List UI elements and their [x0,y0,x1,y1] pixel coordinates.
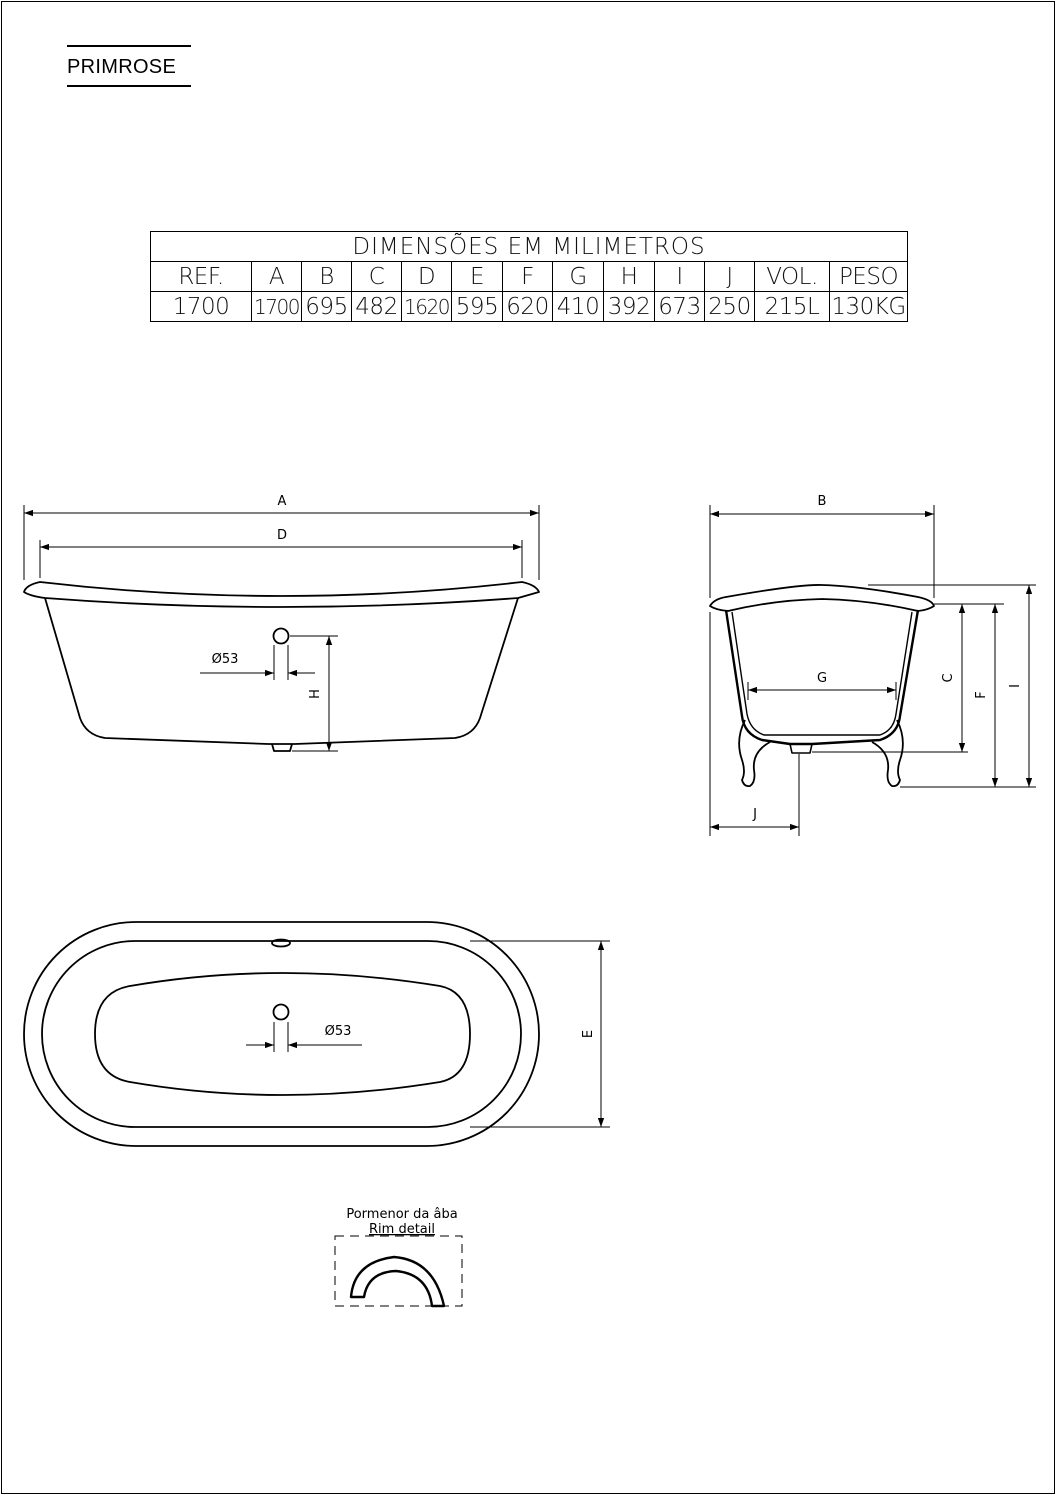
top-view-outer-rim [24,922,539,1146]
dimension-label-i: I [1008,684,1023,688]
top-view-basin [95,973,470,1095]
table-header-cell: B [302,262,352,292]
table-cell: 215L [755,292,830,322]
dimension-label-e: E [581,1029,596,1039]
table-cell: 620 [503,292,553,322]
top-view-dimensions [246,941,610,1127]
front-drain-label: Ø53 [211,652,239,667]
dimension-label-g: G [816,671,828,686]
table-header-cell: PESO [830,262,908,292]
dimension-label-c: C [941,673,956,683]
table-header-cell: A [252,262,302,292]
table-cell: 250 [705,292,755,322]
rim-detail-label-pt: Pormenor da âba [346,1207,458,1222]
front-view-body [45,598,518,744]
front-overflow-circle [274,629,289,644]
rim-detail-section [351,1257,444,1306]
side-view-dimensions [710,505,1036,836]
side-view-right-foot [872,720,903,786]
dimension-label-j: J [753,807,757,822]
dimension-label-a: A [277,494,287,509]
table-cell: 1700 [151,292,252,322]
table-cell: 392 [604,292,655,322]
table-cell: 130KG [831,293,906,320]
table-header-cell: E [452,262,503,292]
table-cell: 1620 [402,292,452,322]
table-caption: DIMENSÕES EM MILIMETROS [151,232,908,262]
product-title: PRIMROSE [67,56,177,78]
dimension-label-d: D [276,528,288,543]
front-view-rim [24,582,539,607]
top-view [24,922,539,1146]
top-view-inner-rim [42,941,521,1127]
side-view-drain [790,744,812,753]
table-header-cell: REF. [151,262,252,292]
table-cell: 482 [352,292,402,322]
table-header-cell: D [402,262,452,292]
dimension-label-b: B [817,494,827,509]
table-cell: 595 [452,292,503,322]
table-header-cell: J [705,262,755,292]
table-header-cell: VOL. [755,262,830,292]
dimension-label-h: H [308,689,323,699]
table-cell: 695 [302,292,352,322]
table-cell: 410 [553,292,604,322]
table-header-cell: I [655,262,705,292]
table-header-cell: C [352,262,402,292]
rim-detail-label-en: Rim detail [369,1222,435,1237]
table-header-cell: H [604,262,655,292]
front-view-drain-outlet [272,744,292,751]
dimension-label-f: F [974,691,989,699]
front-view [24,582,539,751]
table-header-cell: F [503,262,553,292]
table-cell: 673 [655,292,705,322]
top-drain-circle [274,1005,289,1020]
side-view-rim [710,585,934,611]
table-header-cell: G [553,262,604,292]
table-cell: 1700 [252,292,302,322]
top-drain-label: Ø53 [324,1024,352,1039]
